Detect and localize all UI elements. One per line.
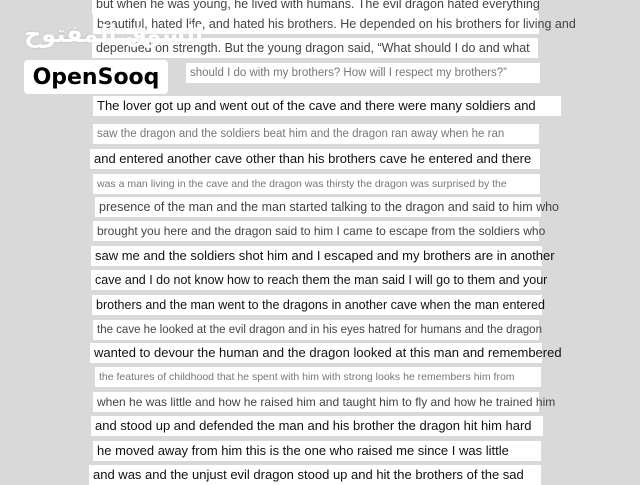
text-line: and entered another cave other than his brothers cave he entered and there [90,149,540,169]
text-line: he moved away from him this is the one who raised me since I was little [93,441,541,461]
text-line: The lover got up and went out of the cave and there were many soldiers and [93,96,561,116]
text-line: the features of childhood that he spent with him with strong looks he remembers him from [95,367,541,387]
text-line: and stood up and defended the man and his brother the dragon hit him hard [91,416,543,436]
opensooq-logo: OpenSooq [24,60,168,94]
text-line: brought you here and the dragon said to him I came to escape from the soldiers who [93,221,539,241]
text-line: and was and the unjust evil dragon stood up and hit the brothers of the sad [89,465,541,485]
text-line: was a man living in the cave and the dragon was thirsty the dragon was surprised by the [93,174,540,194]
text-line: when he was little and how he raised him and taught him to fly and how he trained him [93,392,539,412]
text-line: wanted to devour the human and the dragon looked at this man and remembered [90,343,542,363]
opensooq-arabic-watermark: السوق المفتوح [24,20,204,48]
text-line: but when he was young, he lived with humans. The evil dragon hated everything [92,0,538,14]
text-line: should I do with my brothers? How will I respect my brothers?” [186,63,540,83]
text-line: presence of the man and the man started talking to the dragon and said to him who [95,197,541,217]
text-line: saw the dragon and the soldiers beat him and the dragon ran away when he ran [93,124,539,144]
text-line: cave and I do not know how to reach them the man said I will go to them and your [91,270,541,290]
text-line: beautiful, hated life, and hated his brothers. He depended on his brothers for living and [93,14,539,34]
text-line: saw me and the soldiers shot him and I escaped and my brothers are in another [91,246,542,266]
text-line: depended on strength. But the young dragon said, “What should I do and what [92,38,538,58]
text-line: brothers and the man went to the dragons in another cave when the man entered [92,295,542,315]
text-line: the cave he looked at the evil dragon and in his eyes hatred for humans and the dragon [93,320,539,340]
